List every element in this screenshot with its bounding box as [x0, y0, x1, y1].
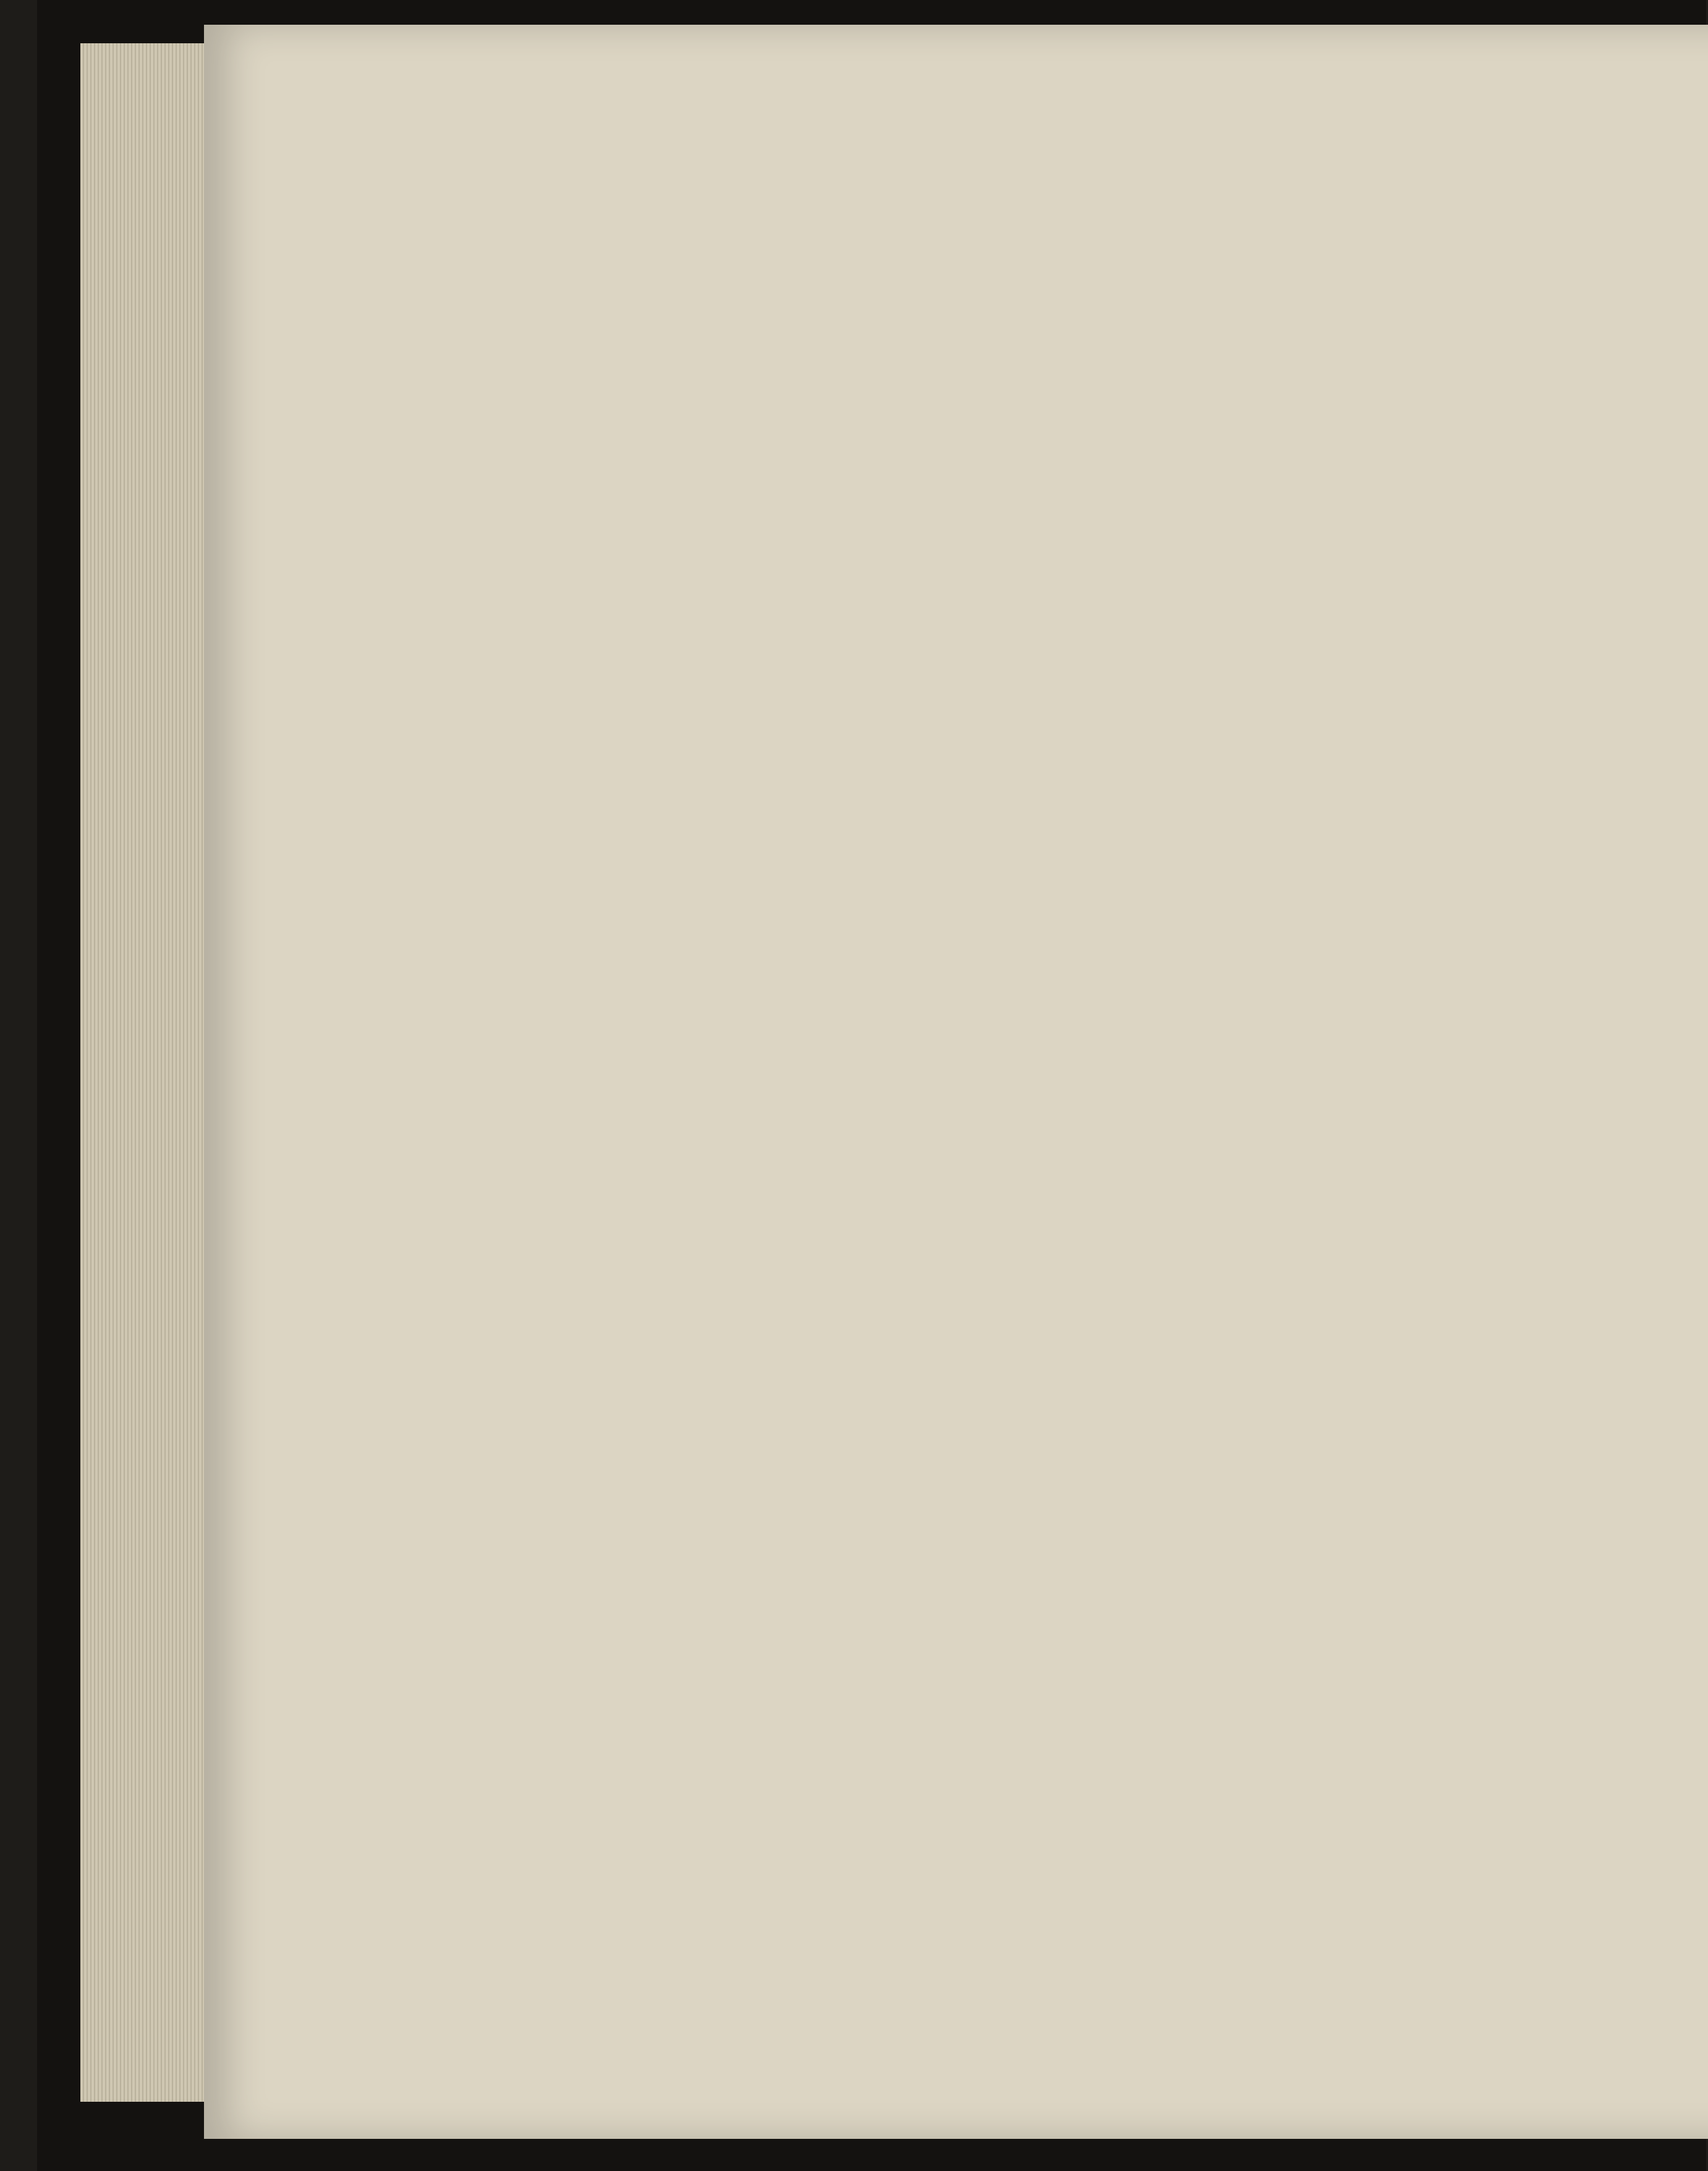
book — [37, 0, 1706, 2171]
book-page — [204, 25, 1708, 2139]
page-stack-edge — [80, 43, 210, 2102]
